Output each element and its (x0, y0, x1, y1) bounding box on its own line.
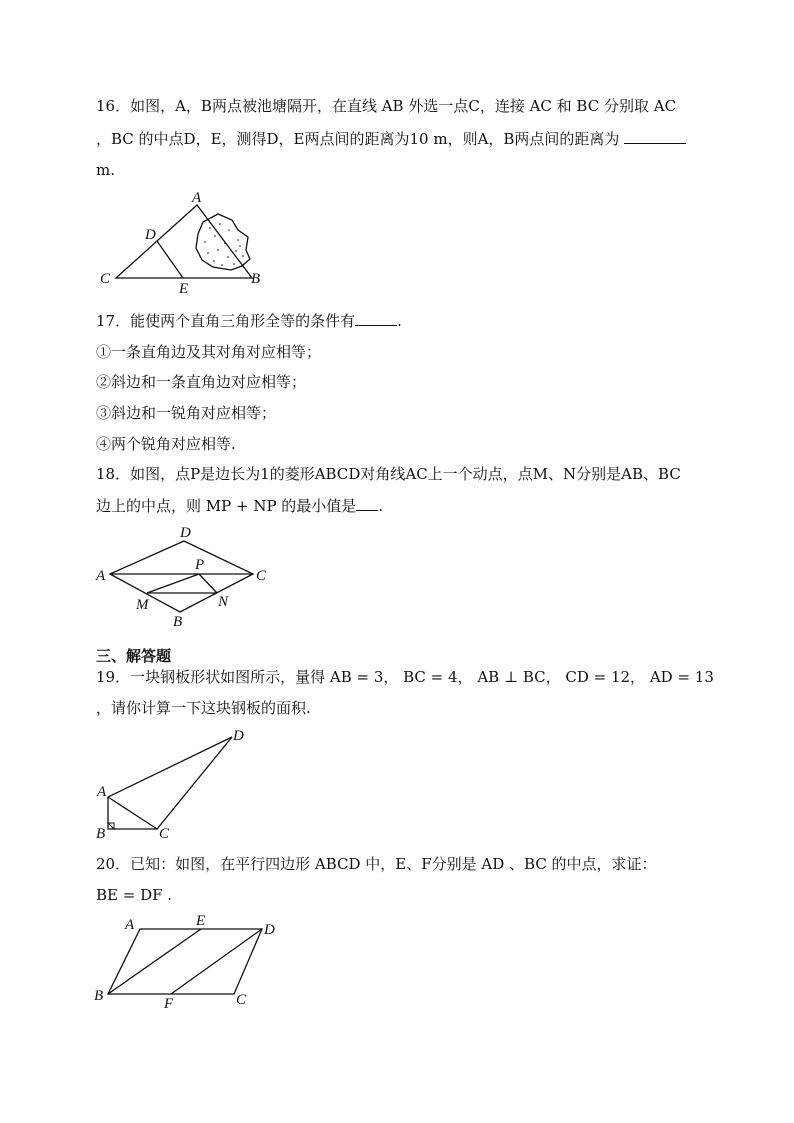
q17-option: ①一条直角边及其对角对应相等； (96, 343, 322, 361)
q16-triangle (116, 205, 252, 278)
q18-segment-pn (199, 574, 217, 593)
q20-label-f: F (164, 996, 174, 1012)
q18-label-n: N (218, 594, 229, 610)
q18-line2-text: 边上的中点，则 MP + NP 的最小值是 (96, 497, 357, 515)
q19-label-b: B (96, 826, 106, 842)
q19-diagonal-ac (108, 797, 157, 829)
q20-line1: 20．已知：如图，在平行四边形 ABCD 中，E、F分别是 AD 、BC 的中点，求证： (96, 855, 657, 873)
q19-quadrilateral (108, 737, 232, 829)
q19-label-a: A (97, 784, 107, 800)
q17-stem-end: . (397, 312, 402, 330)
q16-midline-de (157, 241, 183, 278)
q18-label-m: M (136, 597, 149, 613)
q18-segment-mp (147, 574, 199, 593)
q17-stem (96, 311, 402, 331)
q19-label-c: C (159, 826, 170, 842)
q20-label-d: D (264, 922, 275, 938)
q18-answer-blank[interactable] (356, 496, 378, 511)
q18-line2 (96, 496, 383, 516)
q17-option: ④两个锐角对应相等. (96, 435, 236, 453)
q19-line1: 19．一块钢板形状如图所示，量得 AB = 3， BC = 4， AB ⊥ BC， CD = 12， AD = 13 (96, 668, 714, 686)
q16-label-b: B (251, 271, 261, 287)
q20-label-e: E (196, 913, 206, 929)
q20-segment-be (108, 929, 201, 994)
q16-label-c: C (100, 271, 111, 287)
q20-label-c: C (236, 992, 247, 1008)
section-title: 三、解答题 (96, 647, 172, 665)
q18-label-p: P (195, 557, 205, 573)
q17-option: ②斜边和一条直角边对应相等； (96, 373, 307, 391)
q18-label-a: A (96, 568, 106, 584)
q16-line1: 16．如图，A，B两点被池塘隔开，在直线 AB 外选一点C，连接 AC 和 BC 分别取 AC (96, 97, 677, 115)
q17-answer-blank[interactable] (355, 311, 397, 326)
q20-label-a: A (125, 917, 135, 933)
q16-line3: m. (96, 161, 115, 179)
q19-right-angle-mark (108, 823, 114, 829)
q17-stem-text: 17．能使两个直角三角形全等的条件有 (96, 312, 356, 330)
q16-pond (196, 214, 250, 270)
q16-label-d: D (145, 227, 156, 243)
q16-line2-text: ，BC 的中点D，E，测得D，E两点间的距离为10 m，则A，B两点间的距离为 (96, 130, 620, 148)
q18-label-d: D (180, 525, 191, 541)
q18-label-c: C (256, 568, 267, 584)
q19-line2: ，请你计算一下这块钢板的面积. (96, 699, 311, 717)
q16-label-a: A (192, 190, 202, 206)
q18-line2-end: . (378, 497, 384, 515)
q19-label-d: D (233, 728, 244, 744)
q20-line2: BE = DF . (96, 886, 173, 904)
q18-line1: 18．如图，点P是边长为1的菱形ABCD对角线AC上一个动点，点M、N分别是AB、BC (96, 465, 681, 483)
q20-label-b: B (94, 988, 104, 1004)
q18-rhombus (110, 541, 253, 612)
q16-label-e: E (179, 281, 189, 297)
q18-label-b: B (173, 614, 183, 630)
q17-option: ③斜边和一锐角对应相等； (96, 404, 277, 422)
